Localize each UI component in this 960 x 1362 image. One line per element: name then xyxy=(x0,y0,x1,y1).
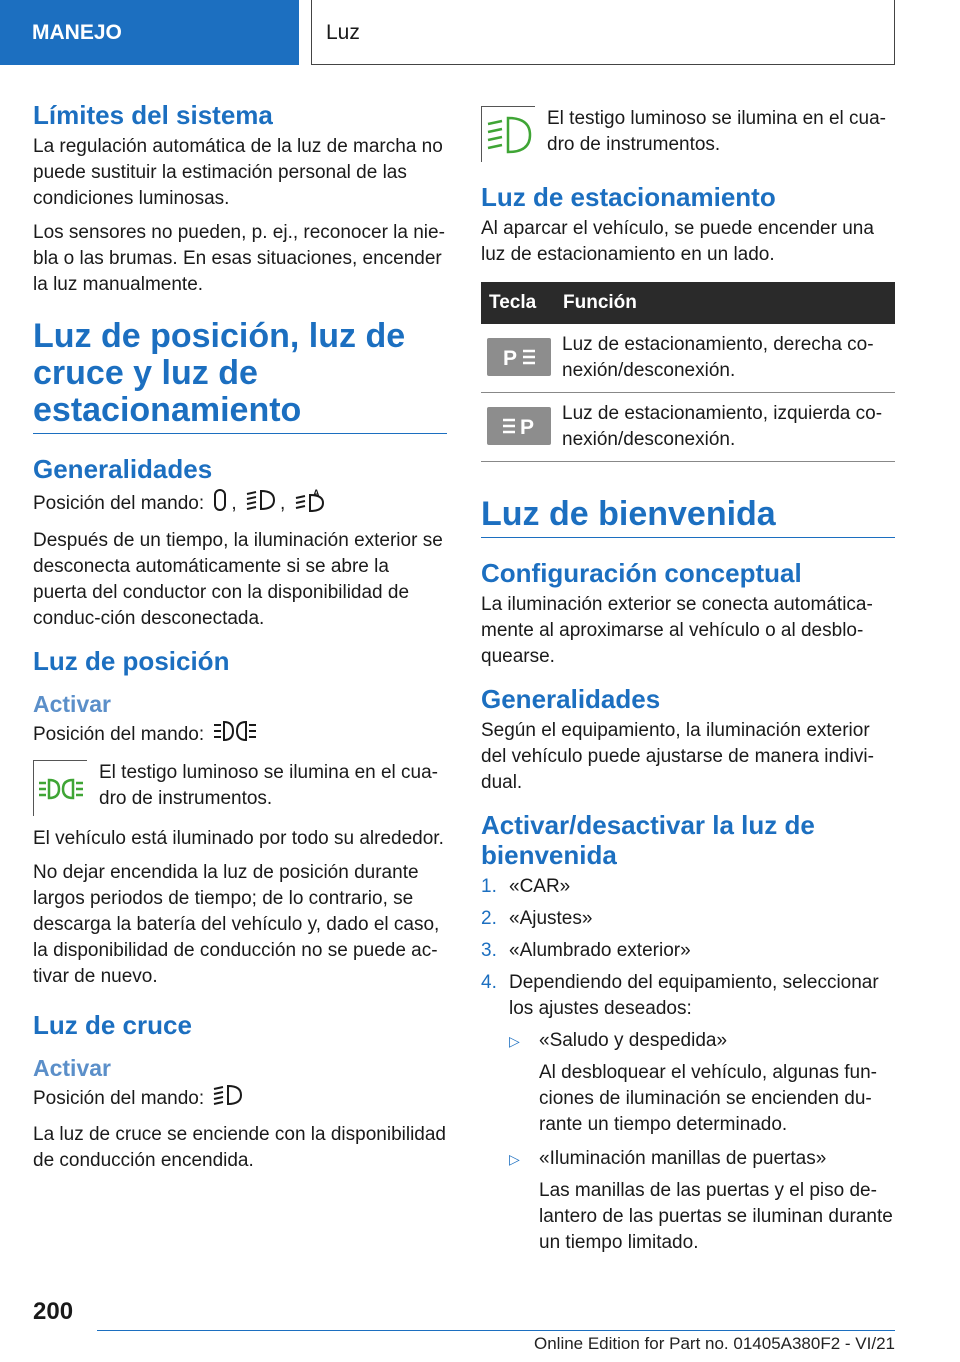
footer-edition: Online Edition for Part no. 01405A380F2 - VI/21 xyxy=(533,1334,895,1353)
svg-text:P: P xyxy=(503,347,518,370)
triangle-bullet-icon: ▷ xyxy=(509,1033,520,1049)
general-pos-label: Posición del mando: xyxy=(33,493,205,515)
green-low-beam-indicator-icon xyxy=(481,106,535,162)
limits-paragraph-1: La regulación automática de la luz de marcha no puede sustituir la estimación personal de las condiciones luminosas. xyxy=(33,136,443,209)
footer-divider xyxy=(97,1330,895,1331)
header-section: MANEJO xyxy=(0,0,299,65)
welcome-general-paragraph: Según el equipamiento, la iluminación exterior del vehículo puede ajustarse de manera indivi‐dual. xyxy=(481,720,874,793)
toggle-welcome-heading: Activar/desactivar la luz de bienvenida xyxy=(481,810,815,870)
table-header-key: Tecla xyxy=(481,282,562,324)
general-paragraph: Después de un tiempo, la iluminación exterior se desconecta automáticamente si se abre la puerta del conductor con la disponibilidad de conduc‐ción desconectada. xyxy=(33,530,443,629)
parking-light-table xyxy=(481,282,895,462)
triangle-bullet-icon: ▷ xyxy=(509,1151,520,1167)
position-switch-line xyxy=(33,720,447,750)
concept-heading: Configuración conceptual xyxy=(481,558,802,588)
list-item: 1. «CAR» xyxy=(481,876,571,897)
svg-text:A: A xyxy=(312,488,320,498)
low-beam-pos-label: Posición del mando: xyxy=(33,1088,205,1110)
position-pos-label: Posición del mando: xyxy=(33,724,205,746)
main-heading: Luz de posición, luz de cruce y luz de estacionamiento xyxy=(33,318,447,434)
auto-low-beam-icon xyxy=(295,488,325,520)
position-indicator-text: El testigo luminoso se ilumina en el cua‐dro de instrumentos. xyxy=(99,762,439,809)
svg-text:P: P xyxy=(520,416,535,439)
table-header-function: Función xyxy=(562,282,895,324)
parking-light-left-button-icon xyxy=(487,407,551,445)
welcome-general-heading: Generalidades xyxy=(481,684,661,714)
general-switch-positions: Posición del mando: , , A xyxy=(33,488,447,520)
right-column xyxy=(481,100,895,1270)
limits-heading: Límites del sistema xyxy=(33,100,273,130)
concept-paragraph: La iluminación exterior se conecta automática‐mente al aproximarse al vehículo o al desblo‐quearse. xyxy=(481,594,873,667)
table-header-row xyxy=(481,282,895,324)
low-beam-paragraph: La luz de cruce se enciende con la disponibilidad de conducción encendida. xyxy=(33,1124,446,1171)
low-beam-heading: Luz de cruce xyxy=(33,1010,192,1040)
position-light-heading: Luz de posición xyxy=(33,646,230,676)
position-indicator-note xyxy=(33,760,447,816)
list-item: ▷ «Iluminación manillas de puertas» Las manillas de las puertas y el piso de‐lantero de las puertas se iluminan durante un tiempo limitado. xyxy=(509,1146,895,1256)
steps-list xyxy=(481,874,895,1264)
position-paragraph-1: El vehículo está iluminado por todo su alrededor. xyxy=(33,828,444,849)
low-beam-indicator-text: El testigo luminoso se ilumina en el cua‐dro de instrumentos. xyxy=(547,108,887,155)
parking-light-heading: Luz de estacionamiento xyxy=(481,182,776,212)
table-cell-function: Luz de estacionamiento, izquierda co‐nexión/desconexión. xyxy=(562,393,895,462)
header-title: Luz xyxy=(311,0,895,65)
low-beam-switch-icon xyxy=(213,1084,243,1114)
automatic-headlight-icon xyxy=(213,489,227,519)
list-item: 2. «Ajustes» xyxy=(481,908,593,929)
parking-light-paragraph: Al aparcar el vehículo, se puede encender una luz de estacionamiento en un lado. xyxy=(481,218,874,265)
green-parking-light-indicator-icon xyxy=(33,760,87,816)
position-activate-heading: Activar xyxy=(33,691,111,717)
parking-lights-icon xyxy=(213,720,257,750)
limits-paragraph-2: Los sensores no pueden, p. ej., reconocer la nie‐bla o las brumas. En esas situaciones, encender la luz manualmente. xyxy=(33,222,445,295)
general-heading: Generalidades xyxy=(33,454,213,484)
low-beam-indicator-note xyxy=(481,106,895,162)
list-item: 3. «Alumbrado exterior» xyxy=(481,940,691,961)
position-paragraph-2: No dejar encendida la luz de posición durante largos periodos de tiempo; de lo contrario, se descarga la batería del vehículo y, dado el caso, la disponibilidad de conducción no se puede ac‐tivar de nuevo. xyxy=(33,862,440,987)
list-item: 4. Dependiendo del equipamiento, seleccionar los ajustes deseados: ▷ «Saludo y despedida» Al desbloquear el vehículo, algunas fun‐ciones de iluminación se encienden du‐rante un tiempo determinado. ▷ «Iluminación manillas de puertas» Las manillas de las puertas y el piso de‐lantero de las puertas se iluminan durante un tiempo limitado. xyxy=(481,970,895,1264)
welcome-light-heading: Luz de bienvenida xyxy=(481,496,895,538)
list-item: ▷ «Saludo y despedida» Al desbloquear el vehículo, algunas fun‐ciones de iluminación se encienden du‐rante un tiempo determinado. xyxy=(509,1028,895,1138)
parking-light-right-button-icon xyxy=(487,338,551,376)
low-beam-icon xyxy=(246,489,276,519)
table-cell-function: Luz de estacionamiento, derecha co‐nexión/desconexión. xyxy=(562,324,895,393)
page-number: 200 xyxy=(33,1298,74,1325)
substeps-list xyxy=(509,1028,895,1256)
low-beam-activate-heading: Activar xyxy=(33,1055,111,1081)
table-row xyxy=(481,393,895,462)
table-row xyxy=(481,324,895,393)
left-column xyxy=(33,100,447,1182)
low-beam-switch-line xyxy=(33,1084,447,1114)
